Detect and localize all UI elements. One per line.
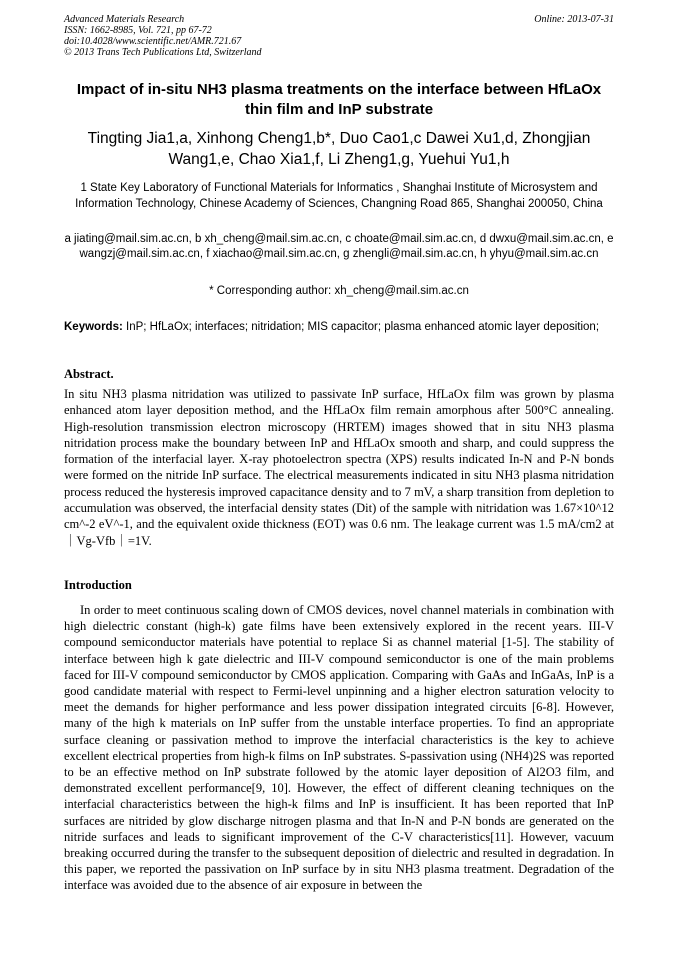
keywords	[64, 320, 614, 335]
doi-line: doi:10.4028/www.scientific.net/AMR.721.67	[64, 36, 242, 47]
abstract-body: In situ NH3 plasma nitridation was utilized to passivate InP surface, HfLaOx film was grown by plasma enhanced atom layer deposition method, and the HfLaOx film remain amorphous after 500°C annealing. High-resolution transmission electron microscopy (HRTEM) images showed that in situ NH3 plasma nitridation process make the boundary between InP and HfLaOx smooth and sharp, and could suppress the formation of the interfacial layer. X-ray photoelectron spectra (XPS) results indicated In-N and P-N bonds were formed on the nitride InP surface. The electrical measurements indicated in situ NH3 plasma nitridation process reduced the hysteresis improved capacitance density and to 7 mV, a sharp transition from depletion to accumulation was observed, the interfacial density states (Dit) of the sample with nitridation was 1.67×10^12 cm^-2 eV^-1, and the equivalent oxide thickness (EOT) was 0.6 nm. The leakage current was 1.5 mA/cm2 at ｜Vg-Vfb｜=1V.	[64, 387, 614, 548]
introduction-heading: Introduction	[64, 578, 132, 592]
abstract-heading: Abstract.	[64, 367, 114, 381]
paper-title: Impact of in-situ NH3 plasma treatments on the interface between HfLaOx thin film and InP substrate	[76, 81, 602, 118]
running-header	[64, 14, 614, 58]
author-emails: a jiating@mail.sim.ac.cn, b xh_cheng@mail.sim.ac.cn, c choate@mail.sim.ac.cn, d dwxu@mail.sim.ac.cn, e wangzj@mail.sim.ac.cn, f xiachao@mail.sim.ac.cn, g zhengli@mail.sim.ac.cn, h yhyu@mail.sim.ac.cn	[64, 233, 614, 260]
journal-name: Advanced Materials Research	[64, 14, 185, 25]
affiliation: 1 State Key Laboratory of Functional Materials for Informatics , Shanghai Institute of Microsystem and Information Technology, Chinese Academy of Sciences, Changning Road 865, Shanghai 200050, China	[75, 182, 603, 210]
issn-line: ISSN: 1662-8985, Vol. 721, pp 67-72	[64, 25, 212, 36]
introduction-body: In order to meet continuous scaling down of CMOS devices, novel channel materials in combination with high dielectric constant (high-k) gate films have been extensively explored in the recent years. III-V compound semiconductor materials have potential to replace Si as channel material [1-5]. The stability of interface between high k gate dielectric and III-V compound semiconductor is one of the main problems faced for III-V compound semiconductor by CMOS application. Comparing with GaAs and InGaAs, InP is a good candidate material with respect to Fermi-level unpinning and a higher electron saturation velocity to meet the demands for higher performance and less power dissipation integrated circuits [6-8]. However, many of the high k materials on InP suffer from the unstable interface properties. To find an appropriate surface cleaning or passivation method to improve the interfacial characteristics is the key to achieve excellent electrical properties from high-k films on InP substrates. S-passivation using (NH4)2S was reported to be an effective method on InP substrate followed by the atomic layer deposition of Al2O3 film, and demonstrated excellent performance[9, 10]. However, the effect of different cleaning techniques on the interfacial characteristics between the high-k films and InP is insufficient. It has been reported that InP surfaces are nitrided by glow discharge nitrogen plasma and that In-N and P-N bonds are generated on the nitride surfaces and leads to significant improvement of the C-V characteristics[11]. However, vacuum breaking occurred during the transfer to the subsequent deposition of dielectric and resulted in degradation. In this paper, we reported the passivation on InP surface by in situ NH3 plasma treatment. Degradation of the interface was avoided due to the absence of air exposure in between the	[64, 603, 614, 893]
keywords-label: Keywords:	[64, 321, 123, 333]
online-date: Online: 2013-07-31	[534, 14, 614, 25]
corresponding-author: * Corresponding author: xh_cheng@mail.sim.ac.cn	[209, 285, 469, 297]
copyright-line: © 2013 Trans Tech Publications Ltd, Switzerland	[64, 47, 262, 58]
author-list: Tingting Jia1,a, Xinhong Cheng1,b*, Duo Cao1,c Dawei Xu1,d, Zhongjian Wang1,e, Chao Xia1,f, Li Zheng1,g, Yuehui Yu1,h	[87, 130, 591, 168]
keywords-text: InP; HfLaOx; interfaces; nitridation; MIS capacitor; plasma enhanced atomic layer deposition;	[126, 321, 600, 333]
